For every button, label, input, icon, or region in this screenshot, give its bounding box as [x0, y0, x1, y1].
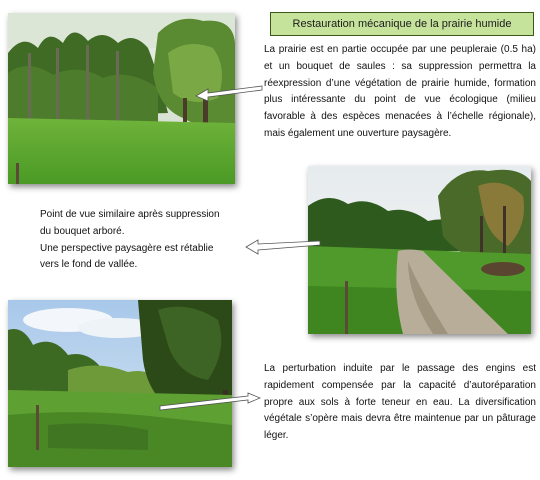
- paragraph-line: du bouquet arboré.: [40, 225, 125, 237]
- paragraph-poplar-removal: La prairie est en partie occupée par une peupleraie (0.5 ha) et un bouquet de saules : sa suppression permettra la réexpression d’une végétation de prairie humide, formation plus intéressante du point de vue écologique (milieu favorable à des espèces menacées à l’échelle régionale), mais également une ouverture paysagère.: [264, 44, 536, 139]
- arrow-to-photo1: [194, 80, 264, 104]
- paragraph-similar-viewpoint: [40, 207, 236, 274]
- photo-regenerated-meadow: [8, 300, 232, 467]
- section-title: Restauration mécanique de la prairie humide: [270, 12, 534, 36]
- arrow-to-paragraph3: [158, 393, 262, 413]
- arrow-to-paragraph2: [244, 236, 322, 256]
- paragraph-line: vers le fond de vallée.: [40, 259, 138, 271]
- paragraph-recovery: La perturbation induite par le passage des engins est rapidement compensée par la capacité d’autoréparation propre aux sols à forte teneur en eau. La diversification végétale s’opère mais devra être maintenue par un pâturage léger.: [264, 363, 536, 442]
- photo-cleared-track: [308, 166, 531, 334]
- paragraph-line: Une perspective paysagère est rétablie: [40, 242, 214, 254]
- paragraph-line: Point de vue similaire après suppression: [40, 209, 220, 220]
